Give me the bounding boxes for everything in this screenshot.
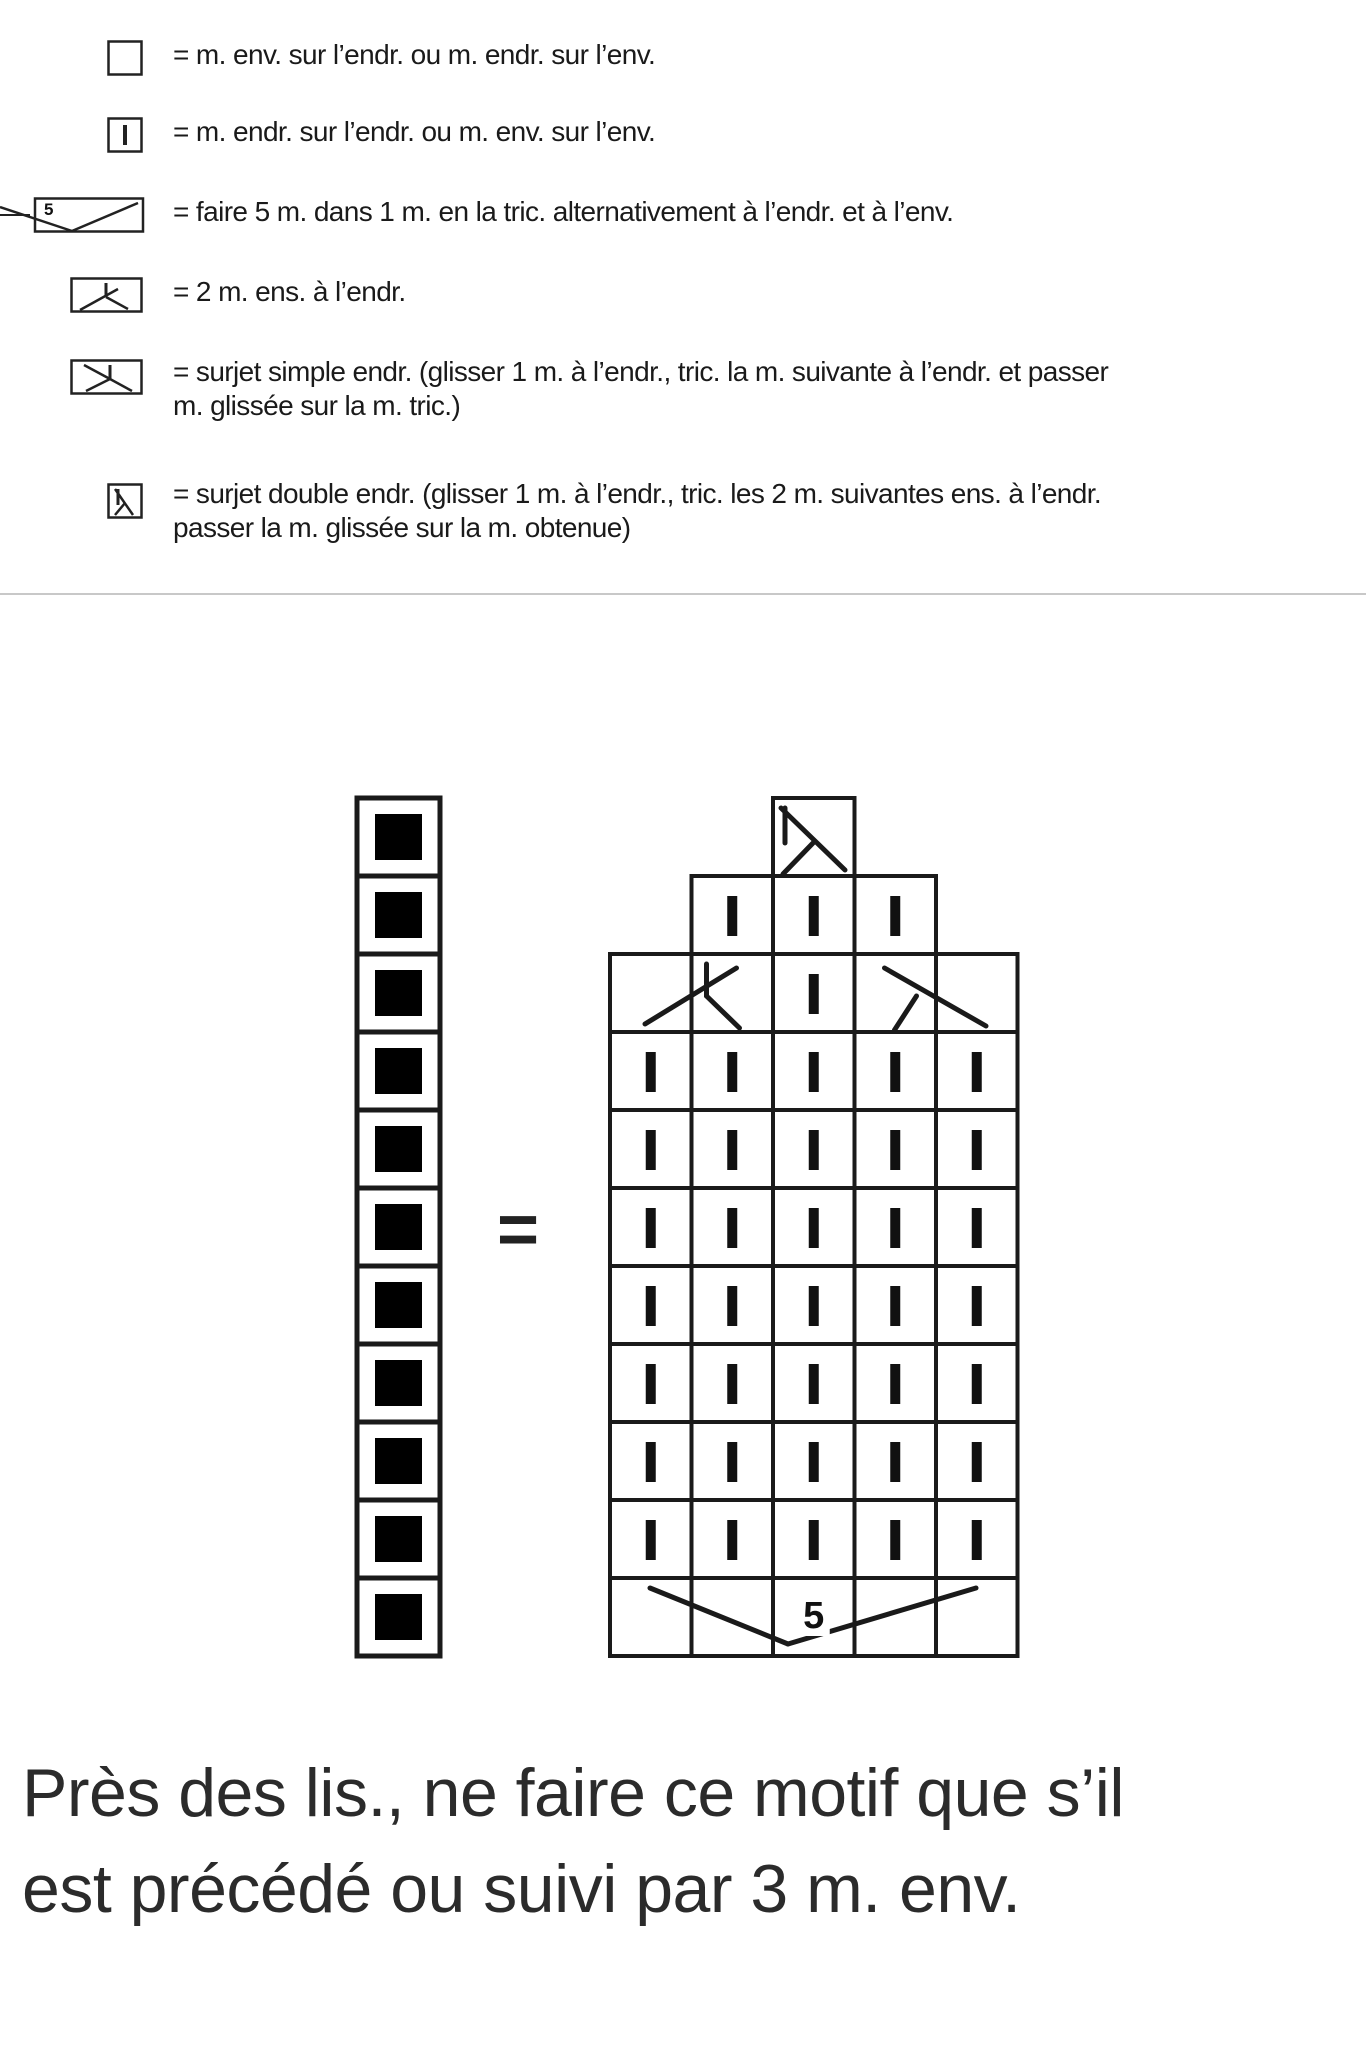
filled-square-mark [375,1204,422,1250]
section-divider [0,593,1366,595]
filled-square-mark [375,892,422,938]
legend-text-k2tog: = 2 m. ens. à l’endr. [173,276,406,307]
knit-bar-mark [727,1364,737,1404]
legend-text-sk2po: = surjet double endr. (glisser 1 m. à l’endr., tric. les 2 m. suivantes ens. à l’endr. passer la m. glissée sur la m. obtenue) [173,478,1102,543]
knit-bar-mark [727,1286,737,1326]
knit-bar-mark [809,1130,819,1170]
knit-bar-mark [972,1442,982,1482]
k2tog-icon [70,277,143,313]
filled-square-mark [375,1126,422,1172]
knit-bar-mark [972,1052,982,1092]
filled-square-mark [375,970,422,1016]
knit-bar-mark [972,1520,982,1560]
knit-bar-mark [809,896,819,936]
equals-sign: = [496,1190,540,1270]
knit-bar-mark [890,1208,900,1248]
note-text: Près des lis., ne faire ce motif que s’il est précédé ou suivi par 3 m. env. [22,1755,1124,1927]
double-decrease-icon [107,483,143,519]
knit-bar-mark [972,1286,982,1326]
knit-bar-mark [809,974,819,1014]
knit-bar-mark [646,1130,656,1170]
knit-bar-mark [890,1442,900,1482]
knit-bar-mark [727,896,737,936]
knitting-chart-svg [0,780,1366,1700]
knit-bar-mark [890,1364,900,1404]
knit-bar-mark [727,1520,737,1560]
knit-bar-mark [809,1286,819,1326]
five-in-one-icon [0,197,145,233]
knit-bar-mark [646,1052,656,1092]
knit-bar-mark [727,1208,737,1248]
knit-bar-mark [809,1442,819,1482]
knit-bar-mark [809,1520,819,1560]
filled-square-mark [375,1360,422,1406]
empty-square-icon [107,40,143,76]
legend-text-ssk: = surjet simple endr. (glisser 1 m. à l’endr., tric. la m. suivante à l’endr. et passer m. glissée sur la m. tric.) [173,356,1109,421]
grid-cell-increase [692,1578,774,1656]
knit-bar-mark [972,1364,982,1404]
legend-text-increase5: = faire 5 m. dans 1 m. en la tric. alternativement à l’endr. et à l’env. [173,196,954,227]
filled-square-mark [375,1516,422,1562]
knit-bar-mark [646,1442,656,1482]
increase-label: 5 [803,1595,825,1637]
knitting-chart-area [0,780,1366,1700]
knit-bar-mark [809,1208,819,1248]
filled-square-mark [375,814,422,860]
knit-bar-mark [646,1364,656,1404]
knit-bar-mark [646,1520,656,1560]
knit-bar-mark [646,1286,656,1326]
knit-bar-mark [890,1520,900,1560]
knit-bar-mark [890,896,900,936]
grid-cell-increase [855,1578,937,1656]
knit-bar-mark [890,1130,900,1170]
five-in-one-label: 5 [44,200,54,219]
vertical-bar-square-icon [107,117,143,153]
filled-square-mark [375,1282,422,1328]
filled-square-mark [375,1594,422,1640]
legend-text-purl: = m. env. sur l’endr. ou m. endr. sur l’env. [173,39,656,70]
filled-square-mark [375,1048,422,1094]
knit-bar-mark [972,1208,982,1248]
filled-square-mark [375,1438,422,1484]
knit-bar-mark [890,1286,900,1326]
legend-text-knit: = m. endr. sur l’endr. ou m. env. sur l’env. [173,116,656,147]
knit-bar-mark [727,1442,737,1482]
knit-bar-mark [890,1052,900,1092]
ssk-icon [70,359,143,395]
knit-bar-mark [646,1208,656,1248]
left-column [357,798,440,1656]
knit-bar-mark [727,1130,737,1170]
right-grid [610,798,1018,1656]
knit-bar-mark [809,1052,819,1092]
knit-bar-mark [809,1364,819,1404]
knit-bar-mark [972,1130,982,1170]
knit-bar-mark [727,1052,737,1092]
